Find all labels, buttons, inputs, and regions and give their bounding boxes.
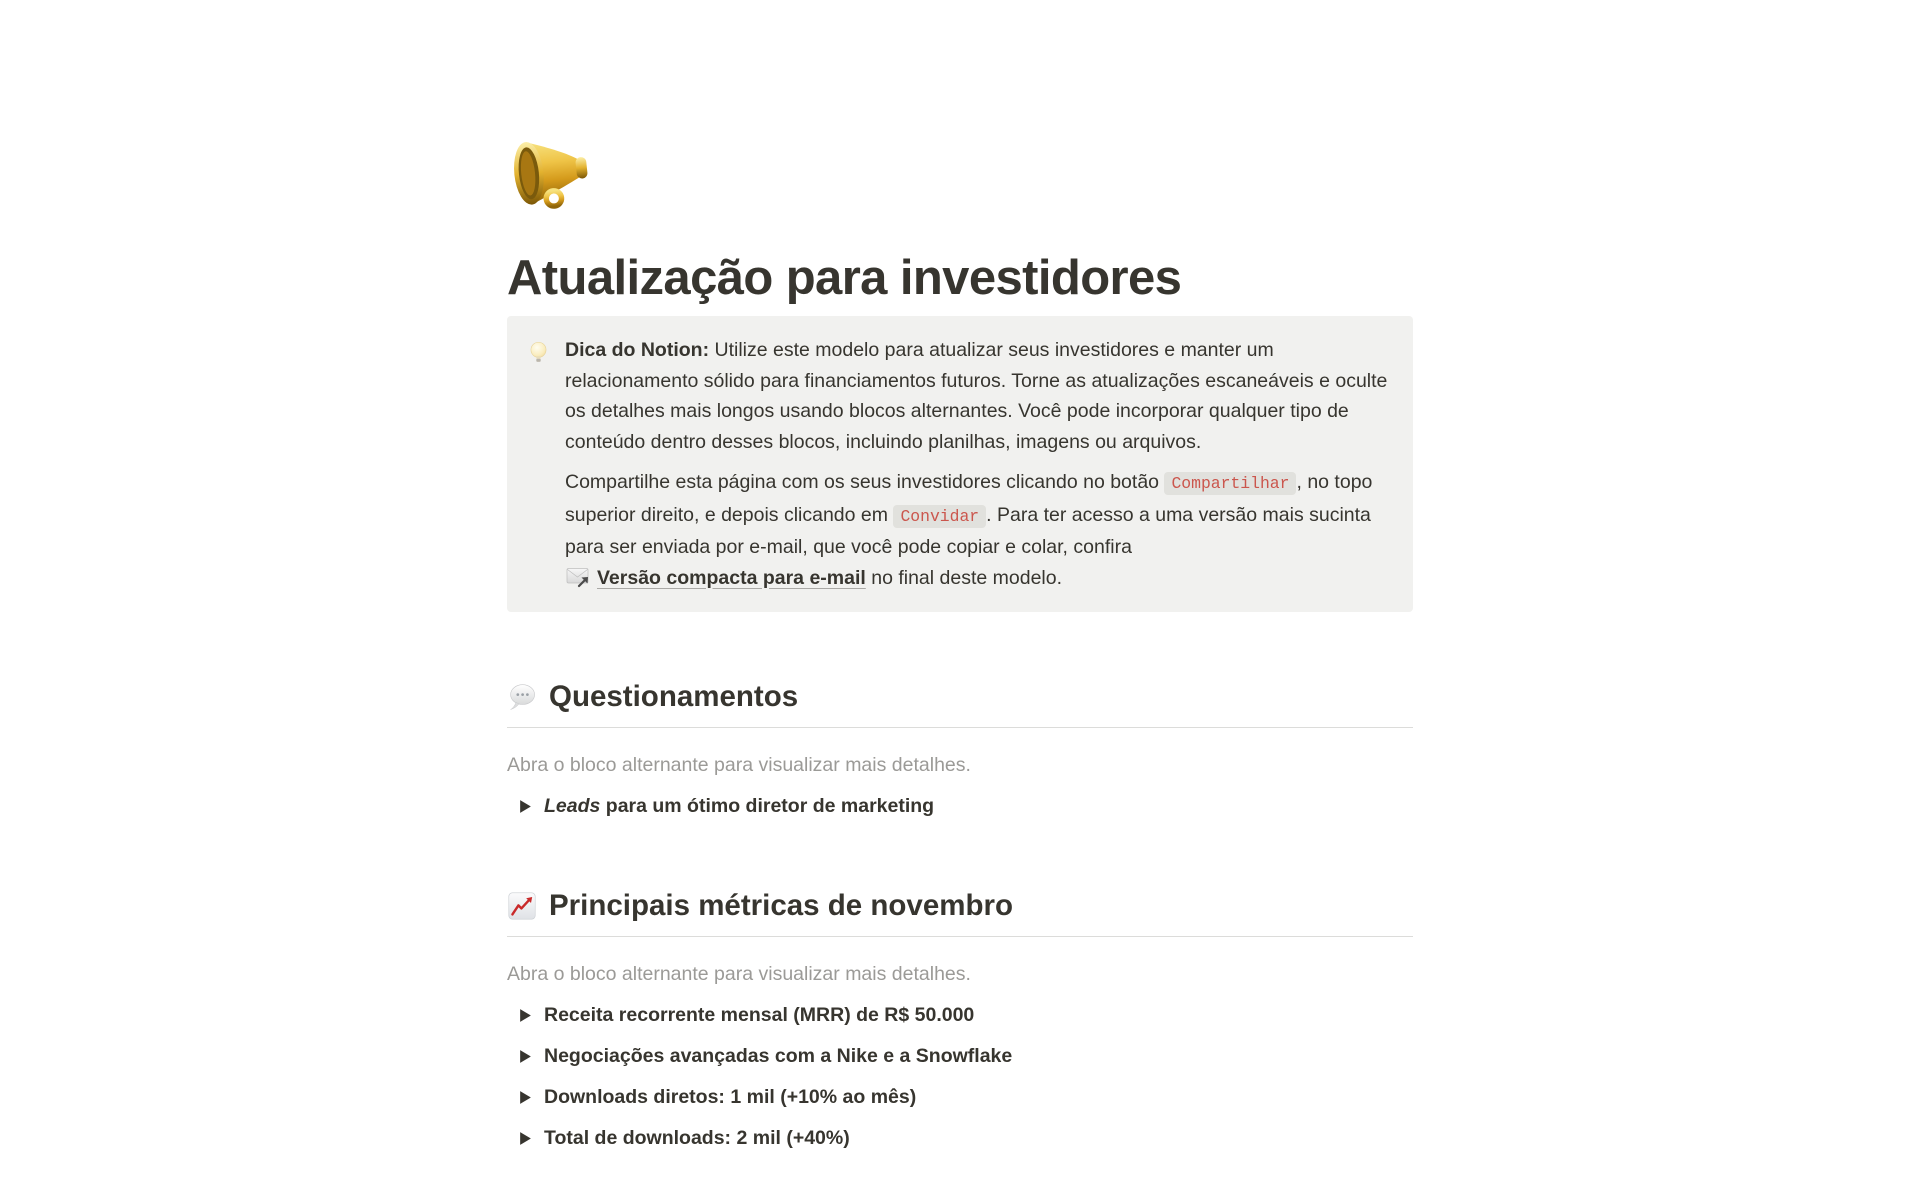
share-text-3: . Para ter acesso a uma versão mais sucinta para ser enviada por e-mail, que você pode copiar e colar, confira xyxy=(565,503,1371,558)
section-hint: Abra o bloco alternante para visualizar mais detalhes. xyxy=(507,754,971,776)
toggle-triangle-icon[interactable] xyxy=(507,799,544,814)
toggle-triangle-icon[interactable] xyxy=(507,1008,544,1023)
compact-version-link[interactable] xyxy=(565,567,866,589)
toggle-row-downloads-diretos[interactable] xyxy=(507,1083,1413,1112)
section-title: Questionamentos xyxy=(549,680,799,713)
envelope-with-arrow-icon xyxy=(565,563,590,588)
notion-page-content xyxy=(507,0,1413,1153)
callout-paragraph-share xyxy=(565,467,1391,593)
toggle-label: Negociações avançadas com a Nike e a Snowflake xyxy=(544,1045,1013,1067)
share-text-1: Compartilhe esta página com os seus investidores clicando no botão xyxy=(565,471,1165,493)
compact-version-link-label: Versão compacta para e-mail xyxy=(597,566,866,589)
share-text-4: no final deste modelo. xyxy=(865,566,1063,589)
section-heading-questionamentos xyxy=(507,678,1413,715)
toggle-triangle-icon[interactable] xyxy=(507,1131,544,1146)
megaphone-page-icon[interactable] xyxy=(505,125,597,217)
invite-button-chip: Convidar xyxy=(893,505,986,528)
toggle-label: Leads para um ótimo diretor de marketing xyxy=(544,795,935,817)
section-title: Principais métricas de novembro xyxy=(549,889,1013,922)
chart-increasing-icon xyxy=(507,891,537,921)
toggle-row-mrr[interactable] xyxy=(507,1001,1413,1030)
section-divider xyxy=(507,936,1413,937)
light-bulb-icon xyxy=(525,339,552,366)
section-divider xyxy=(507,727,1413,728)
page-title: Atualização para investidores xyxy=(507,251,1182,305)
toggle-row-total-downloads[interactable] xyxy=(507,1124,1413,1153)
toggle-triangle-icon[interactable] xyxy=(507,1049,544,1064)
section-questionamentos xyxy=(507,678,1413,821)
callout-paragraph-tip xyxy=(565,335,1391,457)
speech-balloon-icon xyxy=(507,682,537,712)
toggle-triangle-icon[interactable] xyxy=(507,1090,544,1105)
callout-body xyxy=(565,335,1391,593)
share-text-2: , no topo superior direito, e depois clicando em xyxy=(565,471,1373,526)
share-button-chip: Compartilhar xyxy=(1164,472,1296,495)
section-heading-metricas xyxy=(507,887,1413,924)
toggle-row-leads[interactable] xyxy=(507,792,1413,821)
tip-text: Utilize este modelo para atualizar seus investidores e manter um relacionamento sólido para financiamentos futuros. Torne as atualizações escaneáveis e oculte os detalhes mais longos usando blocos alternantes. Você pode incorporar qualquer tipo de conteúdo dentro desses blocos, incluindo planilhas, imagens ou arquivos. xyxy=(565,339,1388,453)
toggle-label: Total de downloads: 2 mil (+40%) xyxy=(544,1127,850,1149)
toggle-label: Receita recorrente mensal (MRR) de R$ 50.000 xyxy=(544,1004,975,1026)
tip-label: Dica do Notion: xyxy=(565,339,710,361)
section-metricas xyxy=(507,887,1413,1153)
notion-tip-callout xyxy=(507,316,1413,612)
toggle-row-negociacoes[interactable] xyxy=(507,1042,1413,1071)
section-hint: Abra o bloco alternante para visualizar mais detalhes. xyxy=(507,963,971,985)
toggle-label: Downloads diretos: 1 mil (+10% ao mês) xyxy=(544,1086,917,1108)
